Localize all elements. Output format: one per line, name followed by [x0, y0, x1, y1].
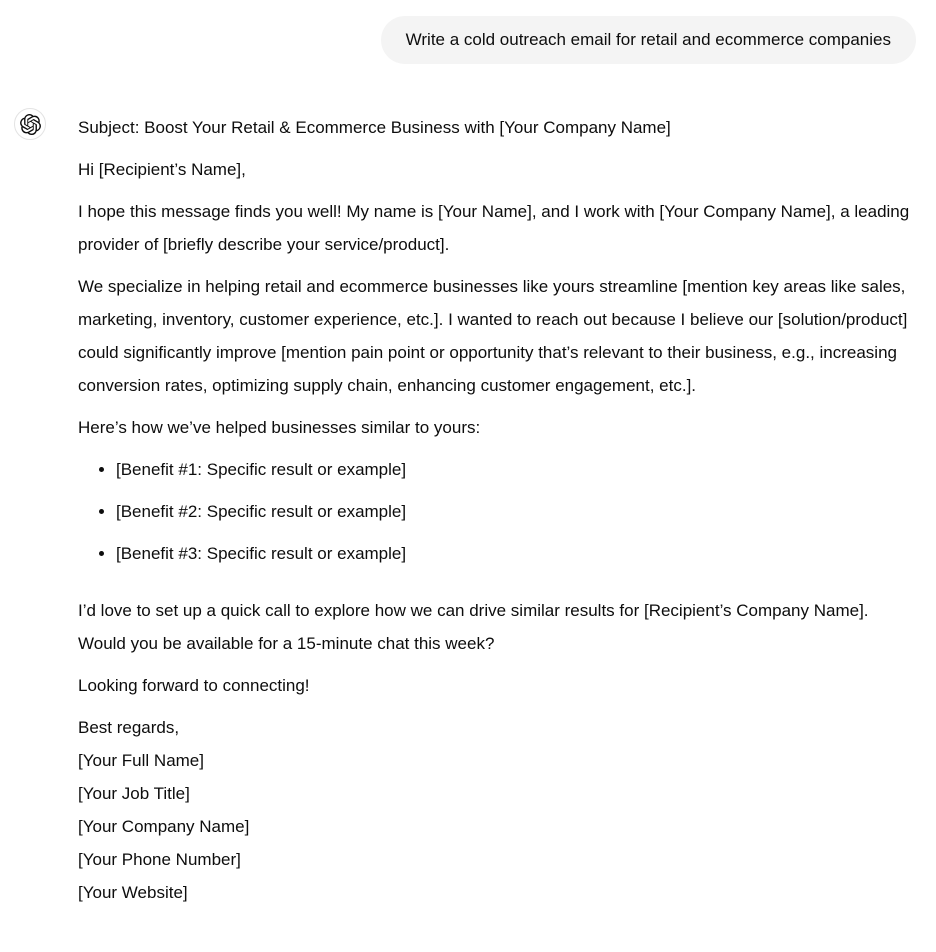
user-message-text: Write a cold outreach email for retail and ecommerce companies — [405, 30, 891, 49]
email-closing: Looking forward to connecting! — [78, 676, 310, 695]
email-intro: I hope this message finds you well! My name is [Your Name], and I work with [Your Company Name], a leading provider of [briefly describe your service/product]. — [78, 202, 910, 254]
user-message-bubble — [381, 16, 916, 64]
email-cta: I’d love to set up a quick call to explore how we can drive similar results for [Recipient’s Company Name]. Would you be available for a 15-minute chat this week? — [78, 601, 869, 653]
benefits-intro: Here’s how we’ve helped businesses similar to yours: — [78, 418, 481, 437]
openai-logo-icon — [20, 114, 41, 135]
assistant-message-row — [0, 108, 936, 909]
signature-line: [Your Website] — [78, 883, 188, 902]
signature-line: [Your Phone Number] — [78, 850, 241, 869]
assistant-avatar — [14, 108, 46, 140]
email-greeting: Hi [Recipient’s Name], — [78, 160, 246, 179]
benefit-item: • [Benefit #3: Specific result or example] — [116, 537, 914, 570]
email-signature — [78, 711, 914, 909]
benefits-list — [78, 453, 914, 570]
signature-line: [Your Full Name] — [78, 751, 204, 770]
benefit-item: • [Benefit #2: Specific result or example] — [116, 495, 914, 528]
signature-line: [Your Job Title] — [78, 784, 190, 803]
user-message-row — [0, 0, 936, 64]
assistant-message-content — [78, 111, 914, 909]
email-pitch: We specialize in helping retail and ecommerce businesses like yours streamline [mention key areas like sales, marketing, inventory, customer experience, etc.]. I wanted to reach out because I believe our [solution/product] could significantly improve [mention pain point or opportunity that’s relevant to their business, e.g., increasing conversion rates, optimizing supply chain, enhancing customer engagement, etc.]. — [78, 277, 908, 395]
email-subject: Subject: Boost Your Retail & Ecommerce Business with [Your Company Name] — [78, 118, 671, 137]
signature-line: Best regards, — [78, 718, 180, 737]
benefit-item: • [Benefit #1: Specific result or example] — [116, 453, 914, 486]
signature-line: [Your Company Name] — [78, 817, 250, 836]
